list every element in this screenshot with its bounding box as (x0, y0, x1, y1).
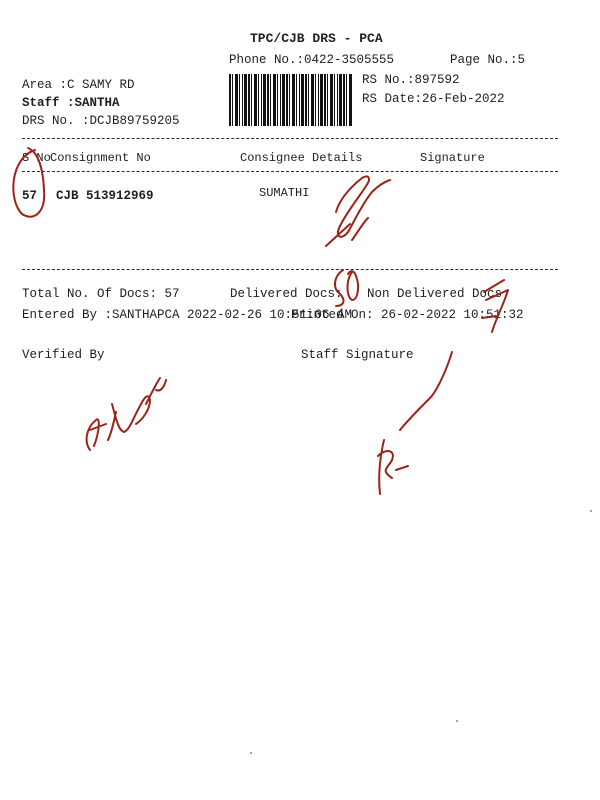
printed-on: Printed On: 26-02-2022 10:51:32 (291, 308, 524, 322)
phone-number: Phone No.:0422-3505555 (229, 53, 395, 67)
divider (22, 171, 558, 172)
row-consignment-no: CJB 513912969 (56, 189, 154, 203)
staff-field: Staff :SANTHA (22, 96, 120, 110)
total-docs: Total No. Of Docs: 57 (22, 287, 180, 301)
rs-date: RS Date:26-Feb-2022 (362, 92, 505, 106)
column-header-consignment: Consignment No (50, 151, 151, 165)
scan-speck (250, 752, 252, 754)
staff-signature-label: Staff Signature (301, 348, 414, 362)
non-delivered-docs: Non Delivered Docs: (367, 287, 510, 301)
divider (22, 138, 558, 139)
column-header-signature: Signature (420, 151, 485, 165)
drs-number: DRS No. :DCJB89759205 (22, 114, 180, 128)
delivered-docs: Delivered Docs: (230, 287, 343, 301)
column-header-consignee: Consignee Details (240, 151, 363, 165)
recipient-signature (326, 176, 390, 246)
column-header-sno: S No (22, 151, 51, 165)
staff-signature (378, 352, 452, 494)
verifier-signature (87, 378, 166, 450)
entered-by: Entered By :SANTHAPCA 2022-02-26 10:51:06 AM (22, 308, 353, 322)
barcode (229, 74, 353, 126)
rs-number: RS No.:897592 (362, 73, 460, 87)
scan-speck (590, 510, 592, 512)
divider (22, 269, 558, 270)
area-field: Area :C SAMY RD (22, 78, 135, 92)
page-number: Page No.:5 (450, 53, 526, 67)
sheet-title: TPC/CJB DRS - PCA (250, 31, 383, 46)
scan-speck (456, 720, 458, 722)
row-sno: 57 (22, 189, 38, 203)
verified-by-label: Verified By (22, 348, 105, 362)
row-consignee: SUMATHI (259, 186, 310, 200)
